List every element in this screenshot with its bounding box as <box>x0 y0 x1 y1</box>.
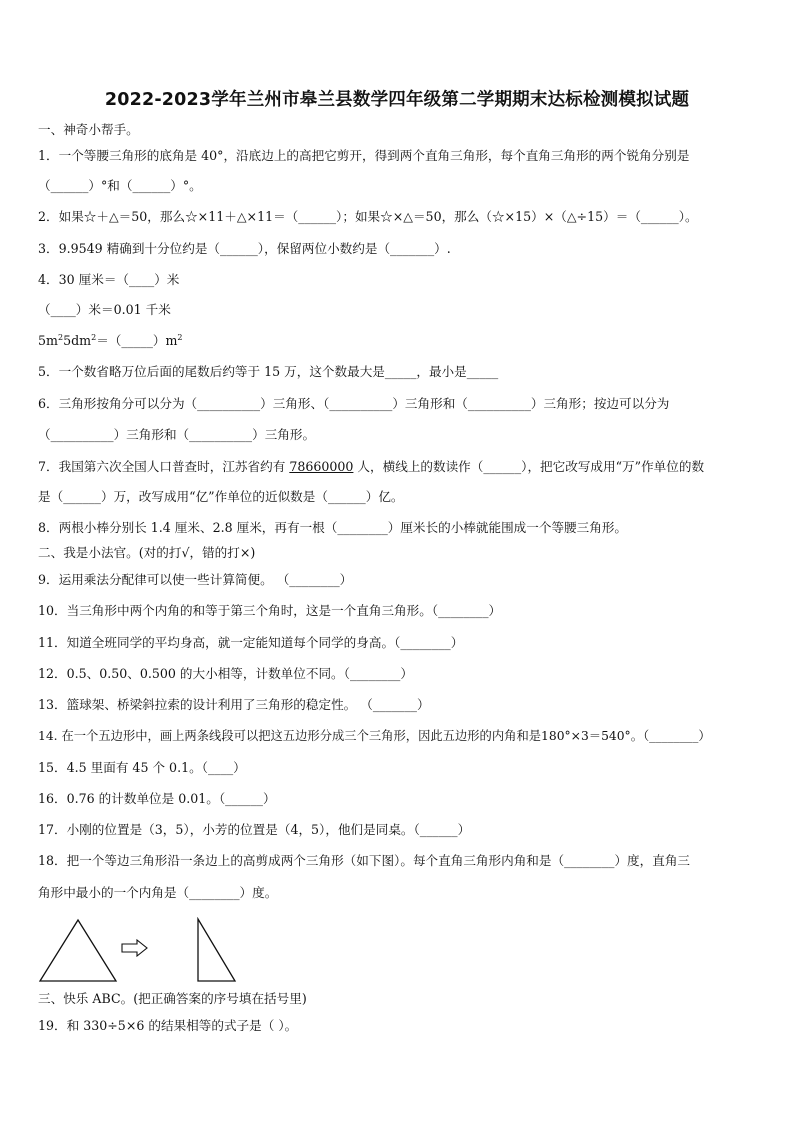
q4c-pre: 5m <box>38 333 58 348</box>
q4c-post: ＝（_____）m <box>96 333 178 348</box>
question-7-line-1 <box>38 459 704 475</box>
question-18-line-2: 角形中最小的一个内角是（________）度。 <box>38 885 278 900</box>
question-18-line-1: 18．把一个等边三角形沿一条边上的高剪成两个三角形（如下图）。每个直角三角形内角和是（________）度，直角三 <box>38 853 691 868</box>
question-2: 2．如果☆＋△＝50，那么☆×11＋△×11＝（______）；如果☆×△＝50，那么（☆×15）×（△÷15）＝（______）。 <box>38 209 698 224</box>
superscript-2: 2 <box>177 332 183 342</box>
question-4-line-2: （____）米＝0.01 千米 <box>38 302 171 317</box>
question-17: 17．小刚的位置是（3，5），小芳的位置是（4，5），他们是同桌。（______） <box>38 822 471 837</box>
arrow-right-icon <box>120 938 150 958</box>
question-15: 15．4.5 里面有 45 个 0.1。（____） <box>38 760 246 775</box>
q7-post: 人，横线上的数读作（______），把它改写成用“万”作单位的数 <box>353 459 705 474</box>
question-14: 14. 在一个五边形中，画上两条线段可以把这五边形分成三个三角形，因此五边形的内角和是180°×3＝540°。（________） <box>38 729 711 743</box>
question-4-line-3 <box>38 333 183 349</box>
superscript-2: 2 <box>91 332 97 342</box>
question-13: 13．篮球架、桥梁斜拉索的设计利用了三角形的稳定性。 （_______） <box>38 697 430 712</box>
section-2-heading: 二、我是小法官。(对的打√，错的打×) <box>38 545 256 560</box>
superscript-2: 2 <box>57 332 64 342</box>
question-4-line-1: 4．30 厘米＝（____）米 <box>38 272 180 287</box>
q7-underlined-number: 78660000 <box>289 459 354 474</box>
q4c-mid: 5dm <box>63 333 92 348</box>
question-1-line-2: （______）°和（______）°。 <box>38 178 202 193</box>
question-7-line-2: 是（______）万，改写成用“亿”作单位的近似数是（______）亿。 <box>38 489 404 504</box>
q7-pre: 7．我国第六次全国人口普查时，江苏省约有 <box>38 459 290 474</box>
right-triangle-figure <box>196 917 238 984</box>
question-12: 12．0.5、0.50、0.500 的大小相等，计数单位不同。（________） <box>38 666 413 681</box>
question-11: 11．知道全班同学的平均身高，就一定能知道每个同学的身高。（________） <box>38 635 464 650</box>
question-9: 9．运用乘法分配律可以使一些计算简便。 （________） <box>38 572 353 587</box>
question-16: 16．0.76 的计数单位是 0.01。（______） <box>38 791 276 806</box>
section-1-heading: 一、神奇小帮手。 <box>38 122 139 137</box>
question-10: 10．当三角形中两个内角的和等于第三个角时，这是一个直角三角形。（________） <box>38 603 502 618</box>
question-19: 19．和 330÷5×6 的结果相等的式子是（ ）。 <box>38 1018 298 1033</box>
section-3-heading: 三、快乐 ABC。(把正确答案的序号填在括号里) <box>38 991 307 1006</box>
question-1-line-1: 1．一个等腰三角形的底角是 40°，沿底边上的高把它剪开，得到两个直角三角形，每个直角三角形的两个锐角分别是 <box>38 148 690 163</box>
question-3: 3．9.9549 精确到十分位约是（______），保留两位小数约是（_______）. <box>38 241 451 256</box>
question-6-line-2: （__________）三角形和（__________）三角形。 <box>38 427 316 442</box>
question-5: 5．一个数省略万位后面的尾数后约等于 15 万，这个数最大是_____，最小是_____ <box>38 364 499 379</box>
question-8: 8．两根小棒分别长 1.4 厘米、2.8 厘米，再有一根（________）厘米长的小棒就能围成一个等腰三角形。 <box>38 520 628 535</box>
question-6-line-1: 6．三角形按角分可以分为（__________）三角形、（__________）三角形和（__________）三角形；按边可以分为 <box>38 396 670 411</box>
page-title: 2022-2023学年兰州市皋兰县数学四年级第二学期期末达标检测模拟试题 <box>104 90 690 110</box>
equilateral-triangle-figure <box>38 918 118 984</box>
